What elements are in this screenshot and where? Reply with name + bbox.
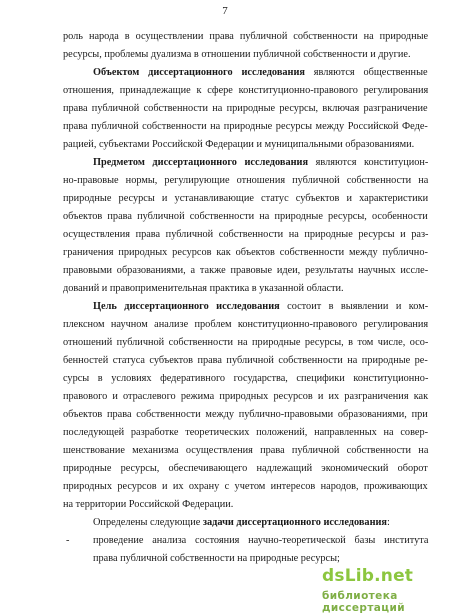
watermark-subtitle: библиотека диссертаций: [322, 590, 405, 614]
text-line: [63, 480, 428, 494]
text-segment: природные ресурсы и устанавливающие статус субъектов и характеристики: [63, 193, 429, 204]
text-segment: природные ресурсы, обеспечивающего надлежащий экономический оборот: [63, 463, 428, 474]
text-segment: на территории Российской Федерации.: [63, 499, 234, 510]
watermark-logo: dsLib.net: [322, 566, 414, 586]
text-line: [63, 120, 428, 134]
text-segment: состоит в выявлении и ком-: [279, 301, 429, 312]
text-segment: дований и правоприменительная практика в указанной области.: [63, 283, 344, 294]
text-line: [63, 318, 428, 332]
text-line: [63, 30, 428, 44]
bold-term: задачи диссертационного исследования: [202, 517, 388, 528]
text-segment: правовыми образованиями, а также правовые идеи, результаты научных иссле-: [63, 265, 429, 276]
text-line: [63, 462, 428, 476]
text-line: [63, 210, 428, 224]
text-line: [63, 174, 428, 188]
text-segment: сурсы в условиях федеративного государства, специфики конституционно-: [63, 373, 429, 384]
text-line: [63, 282, 344, 296]
text-segment: права публичной собственности на природные ресурсы между Российской Феде-: [63, 121, 428, 132]
text-line: [93, 534, 428, 548]
text-segment: граничения природных ресурсов как объектов собственности между публично-: [63, 247, 428, 258]
text-line: [63, 48, 411, 62]
text-segment: права публичной собственности на природные ресурсы, включая разграничение: [63, 103, 428, 114]
text-segment: объектов права собственности между публично-правовыми образованиями, при: [63, 409, 428, 420]
text-segment: Определены следующие: [93, 517, 203, 528]
text-segment: проведение анализа состояния научно-теоретической базы института: [93, 535, 429, 546]
text-line: [63, 102, 428, 116]
text-segment: являются общественные: [304, 67, 428, 78]
text-line: [63, 246, 428, 260]
text-line: [63, 426, 428, 440]
text-segment: природных ресурсов и их охрану с учетом интересов народов, проживающих: [63, 481, 428, 492]
text-line: [63, 228, 428, 242]
text-line: [63, 444, 428, 458]
text-line: [63, 138, 414, 152]
bold-term: Предметом диссертационного исследования: [93, 157, 309, 168]
page-number: 7: [222, 5, 228, 17]
text-segment: права публичной собственности на природные ресурсы;: [93, 553, 340, 564]
text-segment: отношения, принадлежащие к сфере конституционно-правового регулирования: [63, 85, 429, 96]
text-segment: отношений публичной собственности на природные ресурсы, в том числе, осо-: [63, 337, 429, 348]
text-line: [93, 300, 428, 314]
text-line: [63, 336, 428, 350]
text-line: [63, 390, 428, 404]
text-line: [63, 372, 428, 386]
text-line: [63, 192, 428, 206]
text-line: [63, 264, 428, 278]
text-line: [93, 66, 428, 80]
text-line: [93, 156, 428, 170]
text-segment: рацией, субъектами Российской Федерации и муниципальными образованиями.: [63, 139, 415, 150]
text-segment: правового и отраслевого режима природных ресурсов и их разграничения как: [63, 391, 429, 402]
text-segment: шенствование механизма осуществления права публичной собственности на: [63, 445, 429, 456]
bold-term: Цель диссертационного исследования: [93, 301, 280, 312]
text-segment: являются конституцион-: [308, 157, 429, 168]
text-line: [63, 498, 233, 512]
text-line: [66, 534, 69, 548]
text-segment: -: [66, 535, 70, 546]
text-segment: роль народа в осуществлении права публичной собственности на природные: [63, 31, 429, 42]
text-segment: последующей разработке теоретических положений, направленных на совер-: [63, 427, 429, 438]
text-line: [63, 84, 428, 98]
text-segment: :: [387, 517, 390, 528]
text-segment: но-правовые нормы, регулирующие отношения публичной собственности на: [63, 175, 429, 186]
text-segment: плексном научном анализе проблем конституционно-правового регулирования: [63, 319, 429, 330]
text-segment: объектов права публичной собственности на природные ресурсы, особенности: [63, 211, 428, 222]
text-segment: осуществления права публичной собственности на природные ресурсы и раз-: [63, 229, 429, 240]
text-segment: бенностей статуса субъектов права публичной собственности на природные ре-: [63, 355, 428, 366]
text-line: [93, 552, 340, 566]
text-segment: ресурсы, проблемы дуализма в отношении публичной собственности и другие.: [63, 49, 411, 60]
bold-term: Объектом диссертационного исследования: [93, 67, 305, 78]
text-line: [63, 408, 428, 422]
text-line: [63, 354, 428, 368]
text-line: [93, 516, 390, 530]
